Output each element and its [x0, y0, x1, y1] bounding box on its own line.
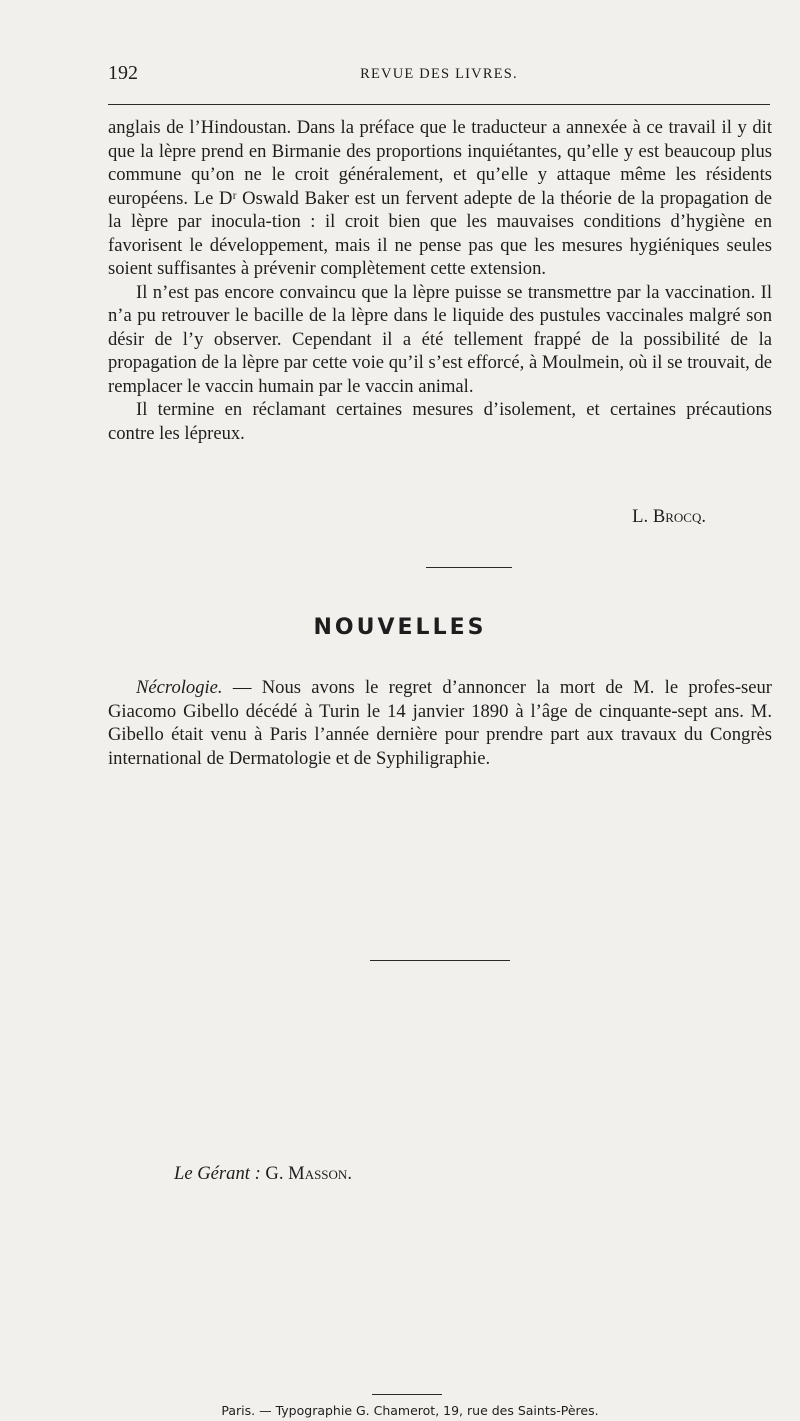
gerant-initial: G. [265, 1163, 284, 1184]
news-body: — Nous avons le regret d’annoncer la mort de M. le profes-seur Giacomo Gibello décédé à Turin le 14 janvier 1890 à l’âge de cinquante-sept ans. M. Gibello était venu à Paris l’année dernière pour prendre part aux travaux du Congrès international de Dermatologie et de Syphiligraphie. [108, 677, 772, 769]
running-head [108, 62, 770, 92]
review-paragraph-2: Il n’est pas encore convaincu que la lèpre puisse se transmettre par la vaccination. Il n’a pu retrouver le bacille de la lèpre dans le liquide des pustules vaccinales malgré son désir de l’y observer. Cependant il a été tellement frappé de la possibilité de la propagation de la lèpre par cette voie qu’il s’est efforcé, à Moulmein, où il se trouvait, de remplacer le vaccin humain par le vaccin animal. [108, 281, 772, 397]
gerant-line [174, 1163, 352, 1185]
review-signature [632, 506, 706, 528]
news-text [108, 676, 772, 770]
news-paragraph [108, 676, 772, 770]
review-paragraph-1: anglais de l’Hindoustan. Dans la préface que le traducteur a annexée à ce travail il y dit que la lèpre prend en Birmanie des proportions inquiétantes, qu’elle y est beaucoup plus commune qu’on ne le croit généralement, et qu’elle y attaque même les résidents européens. Le Dʳ Oswald Baker est un fervent adepte de la théorie de la propagation de la lèpre par inocula-tion : il croit bien que les mauvaises conditions d’hygiène en favorisent le développement, mais il ne pense pas que les mesures hygiéniques seules soient suffisantes à prévenir complètement cette extension. [108, 117, 772, 279]
running-title: REVUE DES LIVRES. [360, 66, 518, 82]
imprint-rule [372, 1394, 442, 1395]
section-divider [426, 567, 512, 568]
gerant-name: Masson. [288, 1163, 352, 1184]
section-title: NOUVELLES [313, 615, 487, 640]
gerant-label: Le Gérant : [174, 1163, 261, 1184]
signature-initial: L. [632, 506, 649, 527]
header-rule [108, 104, 770, 105]
page-number: 192 [108, 62, 138, 84]
review-paragraph-3: Il termine en réclamant certaines mesures d’isolement, et certaines précautions contre les lépreux. [108, 399, 772, 444]
end-divider [370, 960, 510, 961]
signature-name: Brocq. [652, 506, 706, 527]
news-lead: Nécrologie. [136, 677, 223, 698]
review-text [108, 116, 772, 445]
imprint: Paris. — Typographie G. Chamerot, 19, rue des Saints-Pères. [221, 1403, 599, 1418]
